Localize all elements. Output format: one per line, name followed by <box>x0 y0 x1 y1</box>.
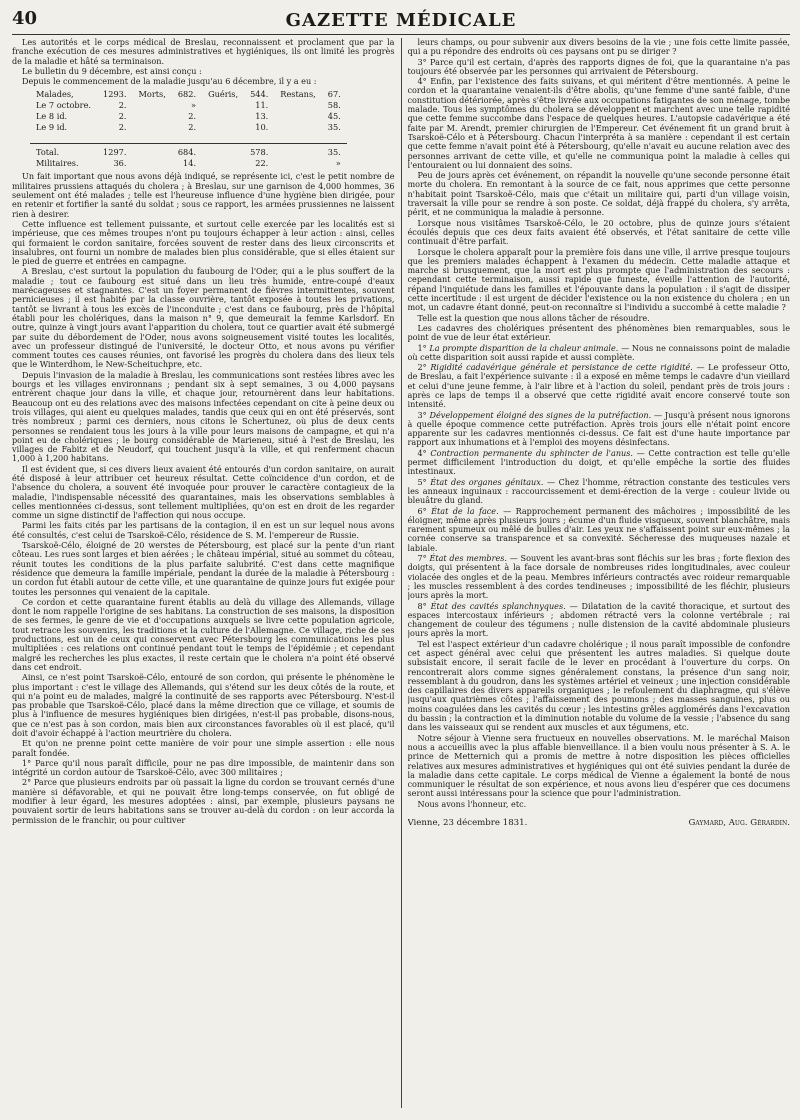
article-paragraph: 2° Parce que plusieurs endroits par où passait la ligne du cordon se trouvant cernés d'une manière si défavorable, et qui ne pouvait être long-temps conservée, on fut obligé de modifier à leur égard, les mesures adoptées : ainsi, par exemple, plusieurs paysans ne pouvaient sortir de leurs habitations sans se trouver au-delà du cordon : on leur accorda la permission de le franchir, ou pour cultiver <box>12 777 395 825</box>
stats-cell: 45. <box>327 111 341 122</box>
article-paragraph: Ce cordon et cette quarantaine furent établis au delà du village des Allemands, village dont le nom rappelle l'origine de ses habitans. La construction de ses maisons, la disposition de ses fermes, le genre de vie et d'occupations auxquels se livre cette population agricole, tout retrace les souvenirs, les traditions et la culture de l'Allemagne. Ce village, riche de ses productions, est un de ceux qui conservent avec Pétersbourg les communications les plus multipliées : ces relations ont continué pendant tout le temps de l'épidémie ; et cependant malgré les recherches les plus exactes, il reste certain que le cholera n'a point été observé dans cet endroit. <box>12 596 395 672</box>
stats-cell: 1293. <box>103 89 127 100</box>
author-names: Gaymard, Aug. Gérardin. <box>688 818 790 829</box>
lesion-item: 8° État des cavités splanchnyques. — Dilatation de la cavité thoracique, et surtout des espaces intercostaux inférieurs ; abdomen rétracté vers la colonne vertébrale ; rai changement de couleur des tégumens ; nulle distension de la cavité abdominale plusieurs jours après la mort. <box>407 600 790 639</box>
stats-cell: 682. <box>177 89 197 100</box>
lesion-title: État des cavités splanchnyques. <box>430 600 566 611</box>
signature-block <box>408 819 791 828</box>
article-paragraph: 1° Parce qu'il nous paraît difficile, pour ne pas dire impossible, de maintenir dans son intégrité un cordon autour de Tsarskoë-Célo, avec 300 militaires ; <box>12 757 395 778</box>
lesion-title: Contraction permanente du sphincter de l'anus. <box>430 447 633 458</box>
stats-cell: 67. <box>327 89 341 100</box>
stats-cell: Morts, <box>138 89 166 100</box>
lesion-text: — Souvent les avant-bras sont fléchis sur les bras ; forte flexion des doigts, qui présentent à la face dorsale de nombreuses rides longitudinales, avec couleur violacée des ongles et de la peau. Membres inférieurs contractés avec roideur remarquable ; les muscles ressemblent à des cordes tendineuses ; impossibilité de les fléchir, plusieurs jours après la mort. <box>407 553 790 601</box>
lesion-title: État de la face. <box>431 505 499 516</box>
stats-cell: 13. <box>255 111 269 122</box>
article-paragraph: leurs champs, ou pour subvenir aux divers besoins de la vie ; une fois cette limite passée, qui a pu répondre des endroits où ces paysans ont pu se diriger ? <box>407 38 790 57</box>
place-date: Vienne, 23 décembre 1831. <box>407 818 528 829</box>
stats-cell: 2. <box>118 122 127 133</box>
stats-cell: » <box>335 158 341 169</box>
lesion-text: — Dilatation de la cavité thoracique, et surtout des espaces intercostaux inférieurs ; abdomen rétracté vers la colonne vertébrale ; rai changement de couleur des tégumens ; nulle distension de la cavité abdominale plusieurs jours après la mort. <box>407 600 790 639</box>
stats-cell: 14. <box>183 158 197 169</box>
article-paragraph: 3° Parce qu'il est certain, d'après des rapports dignes de foi, que la quarantaine n'a pas toujours été observée par les personnes qui arrivaient de Pétersbourg. <box>407 56 790 76</box>
article-paragraph: Peu de jours après cet événement, on répandit la nouvelle qu'une seconde personne était morte du cholera. En remontant à la source de ce fait, nous apprimes que cette personne n'habitait point Tsarskoë-Célo, mais que c'était un militaire qui, parti d'un village voisin, traversait la ville pour se rendre à son poste. Ce soldat, déjà frappé du cholera, s'y arrêta, périt, et ne communiqua la maladie à personne. <box>407 170 790 218</box>
stats-cell: » <box>191 100 197 111</box>
gazette-title: GAZETTE MÉDICALE <box>285 10 517 31</box>
column-divider <box>401 38 402 1108</box>
stats-row <box>30 111 347 122</box>
stats-cell: Restans, <box>280 89 316 100</box>
stats-row <box>30 122 347 133</box>
article-paragraph: Lorsque le cholera apparaît pour la première fois dans une ville, il arrive presque toujours que les premiers malades échappent à l'examen du médecin. Cette maladie attaque et marche si brusquement, que la mort est plus prompte que l'administration des secours : cependant cette terminaison, aussi rapide que funeste, éveille l'attention de l'autorité, répand l'inquiétude dans les familles et l'épouvante dans la population : il s'agit de dissiper cette incertitude : il est urgent de décider l'existence ou la non existence du cholera ; en un mot, un cadavre étant donné, peut-on reconnaître si l'individu a succombé à cette maladie ? <box>407 246 790 313</box>
lesion-item: 7° État des membres. — Souvent les avant-bras sont fléchis sur les bras ; forte flexion des doigts, qui présentent à la face dorsale de nombreuses rides longitudinales, avec couleur violacée des ongles et de la peau. Membres inférieurs contractés avec roideur remarquable ; les muscles ressemblent à des cordes tendineuses ; impossibilité de les fléchir, plusieurs jours après la mort. <box>407 553 790 601</box>
article-paragraph: Tsarskoë-Célo, éloigné de 20 werstes de Pétersbourg, est placé sur la pente d'un riant côteau. Les rues sont larges et bien aérées ; le château impérial, situé au sommet du côteau, réunit toutes les conditions de la plus parfaite salubrité. C'est dans cette magnifique résidence que demeura la famille impériale, pendant la durée de la maladie à Pétersbourg : un cordon fut établi autour de cette ville, et une quarantaine de quinze jours fut exigée pour toutes les personnes qui venaient de la capitale. <box>12 540 395 597</box>
stats-cell: 2. <box>188 122 197 133</box>
stats-cell: 35. <box>322 144 347 159</box>
article-paragraph: Un fait important que nous avons déjà indiqué, se représente ici, c'est le petit nombre de militaires prussiens attaqués du cholera ; à Breslau, sur une garnison de 4,000 hommes, 36 seulement ont été malades ; telle est l'heureuse influence d'une hygiène bien dirigée, pour en retenir et fortifier la santé du soldat ; sous ce rapport, les armées prussiennes ne laissent rien à desirer. <box>12 171 395 219</box>
stats-cell: Guéris, <box>208 89 239 100</box>
lesion-title: État des organes génitaux. <box>430 476 544 487</box>
lesion-text: — Chez l'homme, rétraction constante des testicules vers les anneaux inguinaux : raccourcissement et demi-érection de la verge : couleur livide ou bleuâtre du gland. <box>407 476 790 506</box>
lesion-item: 6° État de la face. — Rapprochement permanent des mâchoires ; impossibilité de les éloigner, même après plusieurs jours ; écume d'un fluide visqueux, souvent blanchâtre, mais rarement spumeux ou mêlé de bulles d'air. Les yeux ne s'affaissent point sur eux-mêmes ; la cornée conserve sa transparence et sa convexité. Sécheresse des muqueuses nazale et labiale. <box>407 505 790 553</box>
stats-cell: Le 8 id. <box>36 111 68 122</box>
left-column <box>12 38 401 1108</box>
article-paragraph: Il est évident que, si ces divers lieux avaient été entourés d'un cordon sanitaire, on aurait été disposé à leur attribuer cet heureux résultat. Cette coïncidence d'un cordon, et de l'absence du cholera, a souvent été invoquée pour prouver le caractère contagieux de la maladie, l'indispensable nécessité des quarantaines, mais les observations semblables à celles mentionnées ci-dessus, sont tellement multipliées, qu'on est en droit de les regarder comme un signe distinctif de l'affection qui nous occupe. <box>12 463 395 521</box>
article-paragraph: 4° Enfin, par l'existence des faits suivans, et qui méritent d'être mentionnés. A peine le cordon et la quarantaine venaient-ils d'être abolis, qu'une femme d'une santé faible, d'une constitution détériorée, après s'être livrée aux occupations fatigantes de son ménage, tombe malade. Tous les symptômes du cholera se développent et marchent avec une telle rapidité que cette femme succombe dans l'espace de quelques heures. L'autopsie cadavérique a été faite par M. Arendt, premier chirurgien de l'Empereur. Cet événement fit un grand bruit à Tsarskoë-Célo et à Pétersbourg. Chacun l'interpréta à sa manière : cependant il est certain que cette femme n'avait point été à Pétersbourg, qu'elle n'avait eu aucune relation avec des personnes arrivant de cette ville, et qu'elle ne communiqua point la maladie à celles qui l'entouraient ou lui donnaient des soins. <box>407 76 790 170</box>
article-paragraph: Ainsi, ce n'est point Tsarskoë-Célo, entouré de son cordon, qui présente le phénomène le plus important : c'est le village des Allemands, qui s'étend sur les deux côtés de la route, et qui n'a point eu de malades, malgré la continuité de ses rapports avec Pétersbourg. N'est-il pas probable que Tsarskoë-Célo, placé dans la même direction que ce village, et soumis de plus à l'influence de mesures hygiéniques bien dirigées, n'est-il pas probable, disons-nous, que ce n'est pas à son cordon, mais bien aux circonstances favorables où il est placé, qu'il doit d'avoir échappé à l'action meurtrière du cholera. <box>12 672 395 738</box>
stats-cell: 58. <box>327 100 341 111</box>
bulletin-line: Depuis le commencement de la maladie jusqu'au 6 décembre, il y a eu : <box>22 76 317 87</box>
stats-cell: 35. <box>327 122 341 133</box>
article-columns <box>12 38 790 1108</box>
lesion-item: 5° État des organes génitaux. — Chez l'homme, rétraction constante des testicules vers les anneaux inguinaux : raccourcissement et demi-érection de la verge : couleur livide ou bleuâtre du gland. <box>407 476 790 506</box>
stats-cell: 11. <box>255 100 269 111</box>
lesion-text: — Nous ne connaissons point de maladie où cette disparition soit aussi rapide et aussi complète. <box>407 342 790 362</box>
lesion-item: 4° Contraction permanente du sphincter de l'anus. — Cette contraction est telle qu'elle permet difficilement l'introduction du doigt, et qu'elle empêche la sortie des fluides intestinaux. <box>407 447 790 477</box>
stats-military-row <box>30 158 347 169</box>
stats-cell: 1297. <box>97 144 132 159</box>
stats-row <box>30 100 347 111</box>
lesion-item: 3° Développement éloigné des signes de la putréfaction. — Jusqu'à présent nous ignorons à quelle époque commence cette putréfaction. Après trois jours elle n'était point encore apparente sur les cadavres mentionnés ci-dessus. Ce fait est d'une haute importance par rapport aux inhumations et à l'emploi des moyens désinfectans. <box>407 409 790 448</box>
intro-paragraph: Les autorités et le corps médical de Breslau, reconnaissent et proclament que par la franche exécution de ces mesures administratives et hygiéniques, ils ont limité les progrès de la maladie et hâté sa terminaison. <box>12 38 395 66</box>
lesion-title: État des membres. <box>429 553 507 564</box>
lesion-text: — Jusqu'à présent nous ignorons à quelle époque commence cette putréfaction. Après trois jours elle n'était point encore apparente sur les cadavres mentionnés ci-dessus. Ce fait est d'une haute importance par rapport aux inhumations et à l'emploi des moyens désinfectans. <box>407 409 790 448</box>
stats-cell: Total. <box>30 144 97 159</box>
stats-cell: 578. <box>244 144 274 159</box>
stats-cell: Le 7 octobre. <box>36 100 92 111</box>
stats-cell: Militaires. <box>36 158 79 169</box>
lesion-text: — Le professeur Otto, de Breslau, a fait l'expérience suivante : il a exposé en même temps le cadavre d'un vieillard et celui d'une jeune femme, à l'air libre et à l'action du soleil, pendant près de trois jours : après ce laps de temps il a observé que cette rigidité avait encore conservé toute son intensité. <box>407 362 790 410</box>
article-paragraph: Tel est l'aspect extérieur d'un cadavre cholérique ; il nous paraît impossible de confondre cet aspect général avec celui que présentent les autres maladies. Si quelque doute subsistait encore, il serait facile de le lever en procédant à l'ouverture du corps. On rencontrerait alors comme signes généralement constans, la présence d'un sang noir, ressemblant à du goudron, dans les systèmes artériel et veineux ; une injection considérable des capillaires des divers appareils organiques ; le refoulement du diaphragme, qui s'élève jusqu'aux quatrièmes côtes ; l'affaissement des poumons ; des masses sanguines, plus ou moins coagulées dans les cavités du cœur ; les intestins grêles agglomérés dans l'excavation du bassin ; la contraction et la diminution notable du volume de la vessie ; l'absence du sang dans les vaisseaux qui se rendent aux muscles et aux tégumens, etc. <box>407 638 790 733</box>
stats-cell: 2. <box>118 100 127 111</box>
stats-header-row <box>30 89 347 100</box>
page-number: 40 <box>12 8 38 29</box>
lesion-title: Développement éloigné des signes de la putréfaction. <box>429 409 652 420</box>
page-header <box>12 6 790 35</box>
stats-cell: Malades, <box>36 89 74 100</box>
stats-cell: 2. <box>188 111 197 122</box>
article-paragraph: Les cadavres des cholériques présentent des phénomènes bien remarquables, sous le point de vue de leur état extérieur. <box>407 322 790 343</box>
right-column <box>408 38 791 1108</box>
stats-cell: 36. <box>113 158 127 169</box>
article-paragraph: Lorsque nous visitâmes Tsarskoë-Célo, le 20 octobre, plus de quinze jours s'étaient écoulés depuis que ces deux faits avaient été observés, et l'état sanitaire de cette ville continuait d'être parfait. <box>407 217 790 247</box>
stats-cell: 2. <box>118 111 127 122</box>
lesion-text: — Rapprochement permanent des mâchoires ; impossibilité de les éloigner, même après plusieurs jours ; écume d'un fluide visqueux, souvent blanchâtre, mais rarement spumeux ou mêlé de bulles d'air. Les yeux ne s'affaissent point sur eux-mêmes ; la cornée conserve sa transparence et sa convexité. Sécheresse des muqueuses nazale et labiale. <box>407 505 790 553</box>
article-paragraph: A Breslau, c'est surtout la population du faubourg de l'Oder, qui a le plus souffert de la maladie ; tout ce faubourg est situé dans un lieu très humide, entre-coupé d'eaux marécageuses et stagnantes. C'est un foyer permanent de fièvres intermittentes, souvent pernicieuses ; il est habité par la classe ouvrière, tantôt exposée à toutes les privations, tantôt se livrant à tous les excès de l'inconduite ; c'est dans ce faubourg, près de l'hôpital établi pour les cholériques, dans la maison n° 9, que demeurait la femme Karlsdorf. En outre, quinze à vingt jours avant l'apparition du cholera, tout ce quartier avait été submergé par suite du débordement de l'Oder, nous avons soigneusement visité toutes les localités, avec un professeur distingué de l'université, le docteur Otto, et nous avons pu vérifier comment toutes ces causes réunies, ont favorisé les progrès du cholera dans des lieux tels que le Winterdhom, le New-Scheituchpre, etc. <box>12 266 395 370</box>
lesion-title: La prompte disparition de la chaleur animale. <box>429 342 619 353</box>
closing-line: Nous avons l'honneur, etc. <box>417 798 527 809</box>
lesion-text: — Cette contraction est telle qu'elle permet difficilement l'introduction du doigt, et qu'elle empêche la sortie des fluides intestinaux. <box>407 447 790 477</box>
article-paragraph: Depuis l'invasion de la maladie à Breslau, les communications sont restées libres avec les bourgs et les villages environnans ; pendant six à sept semaines, 3 ou 4,000 paysans entrèrent chaque jour dans la ville, et chaque jour, retournèrent dans leur habitations. Beaucoup ont eu des relations avec des maisons infectées cependant on cite à peine deux ou trois villages, qui aient eu quelques malades, tandis que ceux qui en ont été préservés, sont très nombreux ; parmi ces derniers, nous citons le Schertunez, où plus de deux cents personnes se rendaient tous les jours à la ville pour leurs maisons de campagne, et qui n'a point eu de cholériques ; le bourg considérable de Marieneu, situé à l'est de Breslau, les villages de Fabitz et de Neudorf, qui touchent jusqu'à la ville, et qui renferment chacun 1,000 à 1,200 habitans. <box>12 369 395 464</box>
article-paragraph: Et qu'on ne prenne point cette manière de voir pour une simple assertion : elle nous paraît fondée. <box>12 738 395 758</box>
article-paragraph: Notre séjour à Vienne sera fructueux en nouvelles observations. M. le maréchal Maison nous a accueillis avec la plus affable bienveillance. il a bien voulu nous présenter à S. A. le prince de Metternich qui a promis de mettre à notre disposition les pièces officielles relatives aux mesures administratives et hygiéniques qui ont été suivies pendant la durée de la maladie dans cette capitale. Le corps médical de Vienne a également la bonté de nous communiquer le résultat de son expérience, et nous avons lieu d'espérer que ces documens seront aussi intéressans pour la science que pour l'administration. <box>407 732 790 799</box>
bulletin-line: Le bulletin du 9 décembre, est ainsi conçu : <box>22 65 202 76</box>
article-paragraph: Telle est la question que nous allons tâcher de résoudre. <box>417 312 650 323</box>
stats-cell: 22. <box>255 158 269 169</box>
cholera-stats-table <box>30 89 347 169</box>
stats-total-row <box>30 144 347 159</box>
stats-cell: 684. <box>172 144 202 159</box>
article-paragraph: Cette influence est tellement puissante, et surtout celle exercée par les localités est si impérieuse, que ces mêmes troupes n'ont pu toujours échapper à leur action : ainsi, celles qui formaient le cordon sanitaire, forcées souvent de rester dans des lieux circonscrits et insalubres, ont fourni un nombre de malades bien plus considérable, que si elles étaient sur le pied de guerre et entrées en campagne. <box>12 218 395 267</box>
lesion-item: 2° Rigidité cadavérique générale et persistance de cette rigidité. — Le professeur Otto, de Breslau, a fait l'expérience suivante : il a exposé en même temps le cadavre d'un vieillard et celui d'une jeune femme, à l'air libre et à l'action du soleil, pendant près de trois jours : après ce laps de temps il a observé que cette rigidité avait encore conservé toute son intensité. <box>407 362 790 410</box>
article-paragraph: Parmi les faits cités par les partisans de la contagion, il en est un sur lequel nous avons été consultés, c'est celui de Tsarskoë-Célo, résidence de S. M. l'empereur de Russie. <box>12 520 395 540</box>
lesion-title: Rigidité cadavérique générale et persistance de cette rigidité. <box>430 362 693 373</box>
stats-cell: 10. <box>255 122 269 133</box>
lesion-item: 1° La prompte disparition de la chaleur animale. — Nous ne connaissons point de maladie où cette disparition soit aussi rapide et aussi complète. <box>407 342 790 362</box>
stats-cell: Le 9 id. <box>36 122 68 133</box>
stats-cell: 544. <box>250 89 269 100</box>
